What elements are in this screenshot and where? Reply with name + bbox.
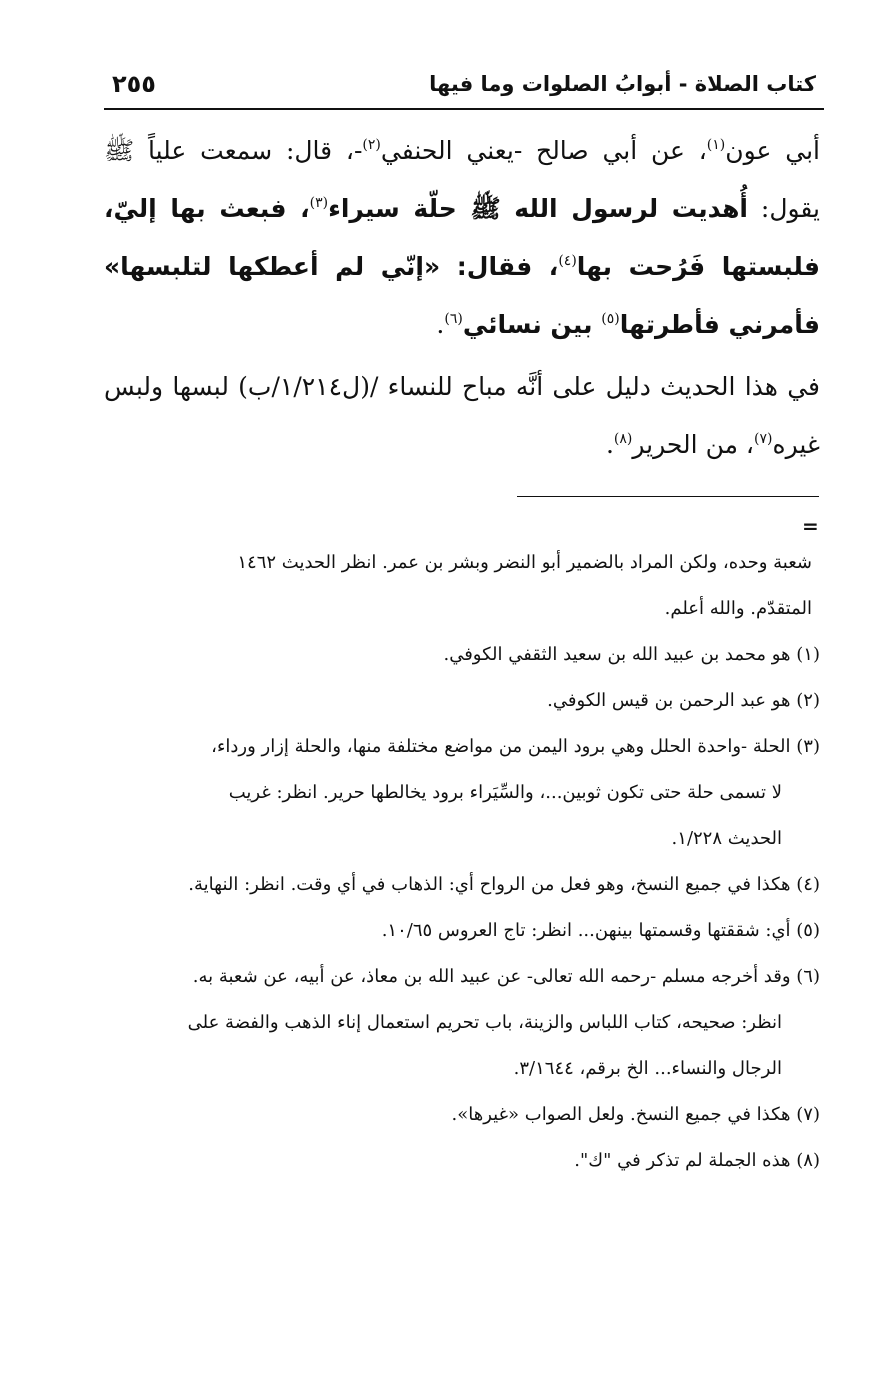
header-title: كتاب الصلاة - أبوابُ الصلوات وما فيها [429,72,816,96]
commentary-text: في هذا الحديث دليل على أنَّه مباح للنساء /(ل١/٢١٤/ب) لبسها ولبس غيره [104,372,820,459]
footnote-ref-5: (٥) [601,311,620,327]
footnote-ref-7: (٧) [754,431,773,447]
narration-chain-text: -، قال: سمعت علياً ﷺ يقول: [104,136,820,223]
footnote-continuation-line: شعبة وحده، ولكن المراد بالضمير أبو النضر وبشر بن عمر. انظر الحديث ١٤٦٢ [237,552,812,573]
page-number: ٢٥٥ [112,70,156,98]
footnote-8: (٨) هذه الجملة لم تذكر في "ك". [574,1150,820,1171]
narration-chain-text: ، عن أبي صالح -يعني الحنفي [380,136,707,165]
hadith-text: أُهديت لرسول الله ﷺ حلّة سيراء [328,194,748,223]
footnote-2: (٢) هو عبد الرحمن بن قيس الكوفي. [547,690,820,711]
footnote-ref-1: (١) [706,137,726,153]
footnote-6-continuation: انظر: صحيحه، كتاب اللباس والزينة، باب تحريم استعمال إناء الذهب والفضة على [187,1012,782,1033]
footnote-continuation-line: المتقدّم. والله أعلم. [664,598,812,619]
main-text [104,122,820,474]
footnote-6-continuation: الرجال والنساء... الخ برقم، ٣/١٦٤٤. [513,1058,782,1079]
footnote-3: (٣) الحلة -واحدة الحلل وهي برود اليمن من مواضع مختلفة منها، والحلة إزار ورداء، [211,736,820,757]
hadith-text: بين نسائي [462,310,602,339]
footnote-6: (٦) وقد أخرجه مسلم -رحمه الله تعالى- عن عبيد الله بن معاذ، عن أبيه، عن شعبة به. [192,966,820,987]
narration-chain-text: أبي عون [725,136,820,165]
hadith-text: ، فبعث بها إليّ، فلبستها فَرُحت بها [104,194,821,281]
commentary-paragraph [104,358,820,474]
sentence-end: . [605,430,614,459]
footnote-3-continuation: الحديث ١/٢٢٨. [671,828,782,849]
footnote-ref-8: (٨) [613,431,633,447]
continuation-mark: = [802,514,819,538]
footnote-ref-6: (٦) [444,311,463,327]
footnote-5: (٥) أي: شققتها وقسمتها بينهن... انظر: تاج العروس ١٠/٦٥. [381,920,820,941]
footnote-separator [517,496,819,497]
footnote-3-continuation: لا تسمى حلة حتى تكون ثوبين...، والسِّيَراء برود يخالطها حرير. انظر: غريب [228,782,782,803]
hadith-text: ، فقال: «إنّي لم أعطكها لتلبسها» فأمرني فأطرتها [104,252,820,339]
footnote-ref-2: (٢) [362,137,381,153]
commentary-text: ، من الحرير [632,430,755,459]
footnote-4: (٤) هكذا في جميع النسخ، وهو فعل من الرواح أي: الذهاب في أي وقت. انظر: النهاية. [188,874,820,895]
footnote-ref-3: (٣) [309,195,329,211]
footnote-ref-4: (٤) [558,253,577,269]
running-header [104,68,824,110]
footnote-1: (١) هو محمد بن عبيد الله بن سعيد الثقفي الكوفي. [443,644,820,665]
sentence-end: . [436,310,445,339]
footnote-7: (٧) هكذا في جميع النسخ. ولعل الصواب «غيرها». [451,1104,820,1125]
footnotes-section [104,540,820,1184]
hadith-paragraph [104,122,820,354]
